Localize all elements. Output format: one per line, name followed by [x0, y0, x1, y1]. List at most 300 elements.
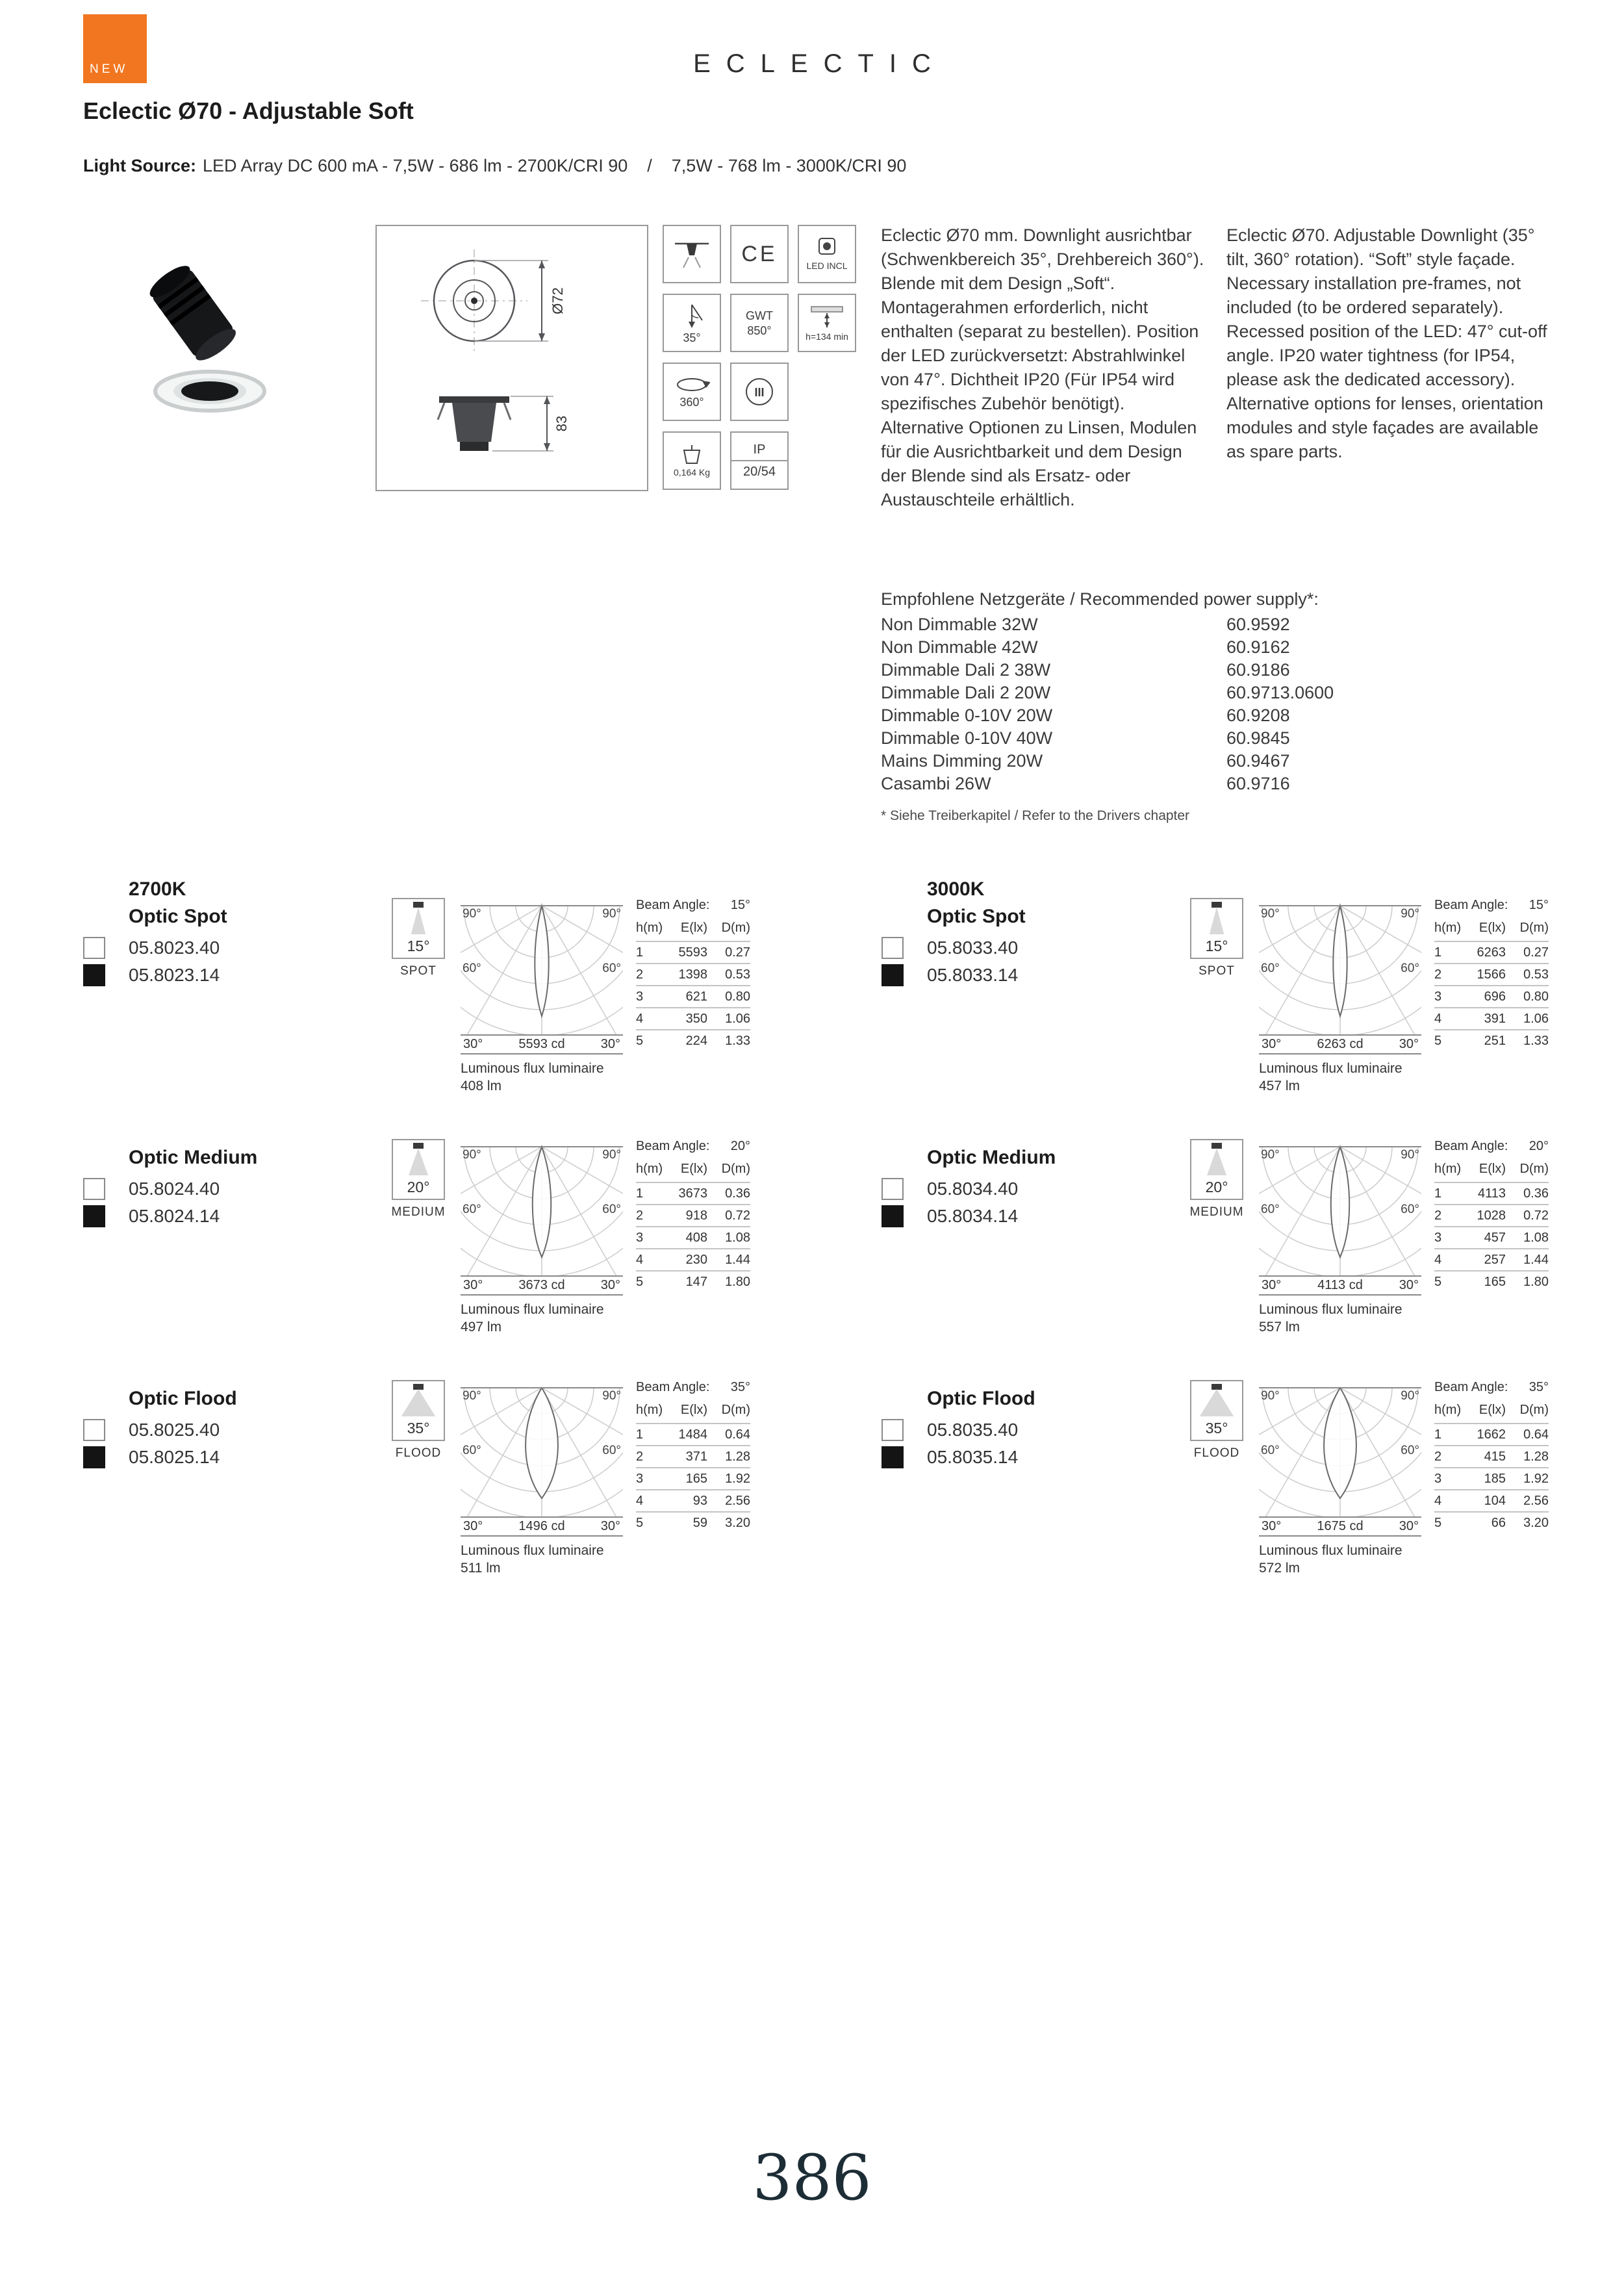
beam-table [1434, 1139, 1549, 1292]
optic-name: Optic Medium [927, 1147, 1056, 1168]
product-code: 05.8033.14 [927, 965, 1019, 985]
product-card [0, 878, 798, 1119]
icon-box-tilt [663, 294, 721, 352]
rotation-icon [674, 376, 710, 394]
photometric-diagram [1259, 1142, 1421, 1336]
icon-box-gwt [730, 294, 789, 352]
cell-e: 371 [659, 1445, 707, 1467]
mounting-depth-icon [809, 304, 845, 330]
cell-d: 0.72 [707, 1204, 750, 1226]
insulation-class-icon [744, 376, 775, 407]
optic-beam-icon [1194, 1383, 1239, 1419]
illuminance-table [1434, 919, 1549, 1051]
cell-h: 1 [636, 941, 659, 963]
polar-curve [461, 901, 623, 1034]
finish-swatch-white [83, 937, 105, 959]
cell-d: 0.64 [1506, 1423, 1549, 1445]
col-header-d: D(m) [1519, 921, 1549, 935]
angle-60-right: 60° [1401, 1203, 1419, 1216]
cell-e: 257 [1458, 1248, 1506, 1270]
cell-d: 0.27 [1506, 941, 1549, 963]
power-supply-row [881, 773, 1569, 795]
power-supply-code: 60.9467 [1226, 751, 1290, 771]
product-code: 05.8035.40 [927, 1420, 1019, 1440]
ip-value: 20/54 [742, 464, 776, 479]
angle-60-right: 60° [602, 1444, 621, 1457]
optic-type-label: MEDIUM [1189, 1205, 1244, 1219]
power-supply-name: Casambi 26W [881, 774, 991, 793]
cell-d: 0.53 [707, 963, 750, 985]
photometric-diagram [1259, 901, 1421, 1095]
polar-base-row [1259, 1516, 1421, 1537]
cell-h: 3 [636, 1467, 659, 1489]
peak-intensity: 1496 cd [518, 1519, 565, 1533]
cell-d: 1.80 [1506, 1270, 1549, 1292]
product-codes [882, 1178, 1018, 1233]
col-header-h: h(m) [636, 1403, 663, 1417]
angle-90-right: 90° [602, 907, 621, 921]
illuminance-table [1434, 1401, 1549, 1533]
mounting-depth-label: h=134 min [806, 331, 848, 342]
polar-curve [461, 1142, 623, 1275]
luminous-flux-label: Luminous flux luminaire [461, 1302, 604, 1317]
page-number: 386 [752, 2141, 872, 2214]
optic-type-label: MEDIUM [391, 1205, 446, 1219]
power-supply-footnote: * Siehe Treiberkapitel / Refer to the Drivers chapter [881, 808, 1190, 823]
beam-angle-label: Beam Angle: [1434, 1380, 1508, 1394]
description-german: Eclectic Ø70 mm. Downlight ausrichtbar (Schwenkbereich 35°, Drehbereich 360°). Blende mit dem Design „Soft“. Montagerahmen erforderlich, nicht enthalten (separat zu bestellen). Position der LED zurückversetzt: Abstrahlwinkel von 47°. Dichtheit IP20 (Für IP54 wird spezifisches Zubehör benötigt). Alternative Optionen zu Linsen, Modulen für die Ausrichtbarkeit und dem Design der Blende sind als Ersatz- oder Austauschteile erhältlich. [881, 225, 1204, 509]
power-supply-code: 60.9716 [1226, 774, 1290, 793]
cell-h: 1 [636, 1182, 659, 1204]
angle-60-right: 60° [1401, 1444, 1419, 1457]
angle-30-right: 30° [1399, 1037, 1419, 1051]
cell-h: 4 [636, 1007, 659, 1029]
col-header-h: h(m) [636, 921, 663, 935]
cell-h: 4 [636, 1489, 659, 1511]
cell-h: 4 [1434, 1489, 1458, 1511]
cell-e: 147 [659, 1270, 707, 1292]
angle-30-left: 30° [463, 1278, 483, 1292]
optic-beam-icon [396, 901, 441, 937]
cell-d: 0.80 [1506, 985, 1549, 1007]
cell-h: 2 [636, 963, 659, 985]
dimension-height: 83 [553, 415, 570, 432]
gwt-label: GWT [746, 309, 773, 322]
finish-swatch-black [882, 1446, 904, 1468]
polar-base-row [461, 1034, 623, 1054]
icon-box-weight [663, 431, 721, 490]
beam-angle-row [1434, 1139, 1549, 1154]
cell-e: 5593 [659, 941, 707, 963]
cell-e: 1484 [659, 1423, 707, 1445]
cell-h: 3 [1434, 985, 1458, 1007]
cell-d: 3.20 [707, 1511, 750, 1533]
code-row [882, 937, 1018, 959]
cell-d: 3.20 [1506, 1511, 1549, 1533]
product-code: 05.8034.14 [927, 1206, 1019, 1226]
optic-beam-icon [1194, 901, 1239, 937]
power-supply-code: 60.9713.0600 [1226, 683, 1334, 702]
optic-icon-box [392, 898, 445, 959]
optic-degree: 15° [1205, 938, 1228, 954]
product-card [0, 1119, 798, 1361]
finish-swatch-white [882, 1419, 904, 1441]
optic-degree: 20° [407, 1179, 430, 1195]
power-supply-name: Dimmable Dali 2 38W [881, 660, 1051, 680]
recessed-mounting-icon [672, 237, 711, 271]
gwt-value: 850° [747, 324, 772, 337]
beam-table [636, 1380, 750, 1533]
power-supply-list [881, 613, 1569, 795]
cell-h: 2 [1434, 963, 1458, 985]
description-english: Eclectic Ø70. Adjustable Downlight (35° tilt, 360° rotation). “Soft” style façade. Necessary installation pre-frames, not included (to be ordered separately). Recessed position of the LED: 47° cut-off angle. IP20 water tightness (for IP54, please ask the dedicated accessory). Alternative options for lenses, orientation modules and style façades are available as spare parts. [1226, 225, 1547, 461]
polar-curve [1259, 1142, 1421, 1275]
power-supply-name: Dimmable 0-10V 20W [881, 706, 1053, 725]
power-supply-code: 60.9208 [1226, 706, 1290, 725]
light-source-label: Light Source: [83, 156, 196, 175]
ip-label: IP [731, 442, 787, 461]
angle-90-left: 90° [1261, 1148, 1280, 1162]
beam-angle-row [1434, 898, 1549, 913]
cell-d: 0.64 [707, 1423, 750, 1445]
product-codes [83, 1178, 220, 1233]
cell-d: 1.92 [1506, 1467, 1549, 1489]
luminous-flux-label: Luminous flux luminaire [1259, 1061, 1402, 1076]
cell-e: 104 [1458, 1489, 1506, 1511]
optic-type-label: FLOOD [1193, 1446, 1240, 1460]
col-header-h: h(m) [1434, 921, 1462, 935]
angle-30-left: 30° [1262, 1519, 1282, 1533]
optic-degree: 35° [407, 1420, 430, 1437]
cell-h: 1 [1434, 1423, 1458, 1445]
cell-e: 165 [659, 1467, 707, 1489]
peak-intensity: 3673 cd [518, 1278, 565, 1292]
angle-30-right: 30° [1399, 1519, 1419, 1533]
col-header-h: h(m) [636, 1162, 663, 1176]
beam-table [636, 898, 750, 1051]
angle-60-right: 60° [1401, 962, 1419, 975]
cell-e: 3673 [659, 1182, 707, 1204]
product-codes [882, 1419, 1018, 1474]
product-code: 05.8033.40 [927, 938, 1019, 958]
tilt-icon [674, 302, 710, 329]
finish-swatch-black [83, 1446, 105, 1468]
peak-intensity: 6263 cd [1317, 1037, 1364, 1051]
product-code: 05.8025.40 [129, 1420, 220, 1440]
product-card [798, 878, 1597, 1119]
beam-angle-row [1434, 1380, 1549, 1395]
col-header-e: E(lx) [680, 1162, 707, 1176]
code-row [83, 1178, 220, 1200]
code-row [83, 1446, 220, 1468]
product-code: 05.8024.14 [129, 1206, 220, 1226]
optic-type-label: SPOT [400, 964, 437, 978]
angle-90-left: 90° [1261, 1389, 1280, 1403]
luminous-flux [1259, 1542, 1421, 1577]
luminous-flux-value: 557 lm [1259, 1320, 1300, 1335]
luminous-flux-label: Luminous flux luminaire [1259, 1302, 1402, 1317]
cell-h: 5 [1434, 1511, 1458, 1533]
cell-h: 3 [1434, 1226, 1458, 1248]
angle-60-right: 60° [602, 1203, 621, 1216]
optic-name: Optic Spot [129, 906, 227, 927]
illuminance-table [636, 1401, 750, 1533]
cell-e: 1398 [659, 963, 707, 985]
polar-base-row [1259, 1034, 1421, 1054]
power-supply-name: Mains Dimming 20W [881, 751, 1043, 771]
luminous-flux [1259, 1060, 1421, 1095]
col-header-d: D(m) [1519, 1162, 1549, 1176]
icon-box-led-incl [798, 225, 856, 283]
angle-30-right: 30° [600, 1278, 620, 1292]
peak-intensity: 4113 cd [1317, 1278, 1363, 1292]
weight-icon [676, 444, 708, 466]
cell-h: 3 [636, 985, 659, 1007]
optic-beam-icon [1194, 1142, 1239, 1178]
cell-h: 5 [1434, 1270, 1458, 1292]
beam-angle-label: Beam Angle: [636, 1139, 710, 1153]
optic-name: Optic Flood [129, 1388, 237, 1409]
luminous-flux-value: 497 lm [461, 1320, 502, 1335]
luminous-flux-value: 572 lm [1259, 1561, 1300, 1576]
code-row [882, 964, 1018, 986]
col-header-h: h(m) [1434, 1162, 1462, 1176]
polar-curve [1259, 901, 1421, 1034]
beam-angle-label: Beam Angle: [636, 1380, 710, 1394]
cell-h: 1 [636, 1423, 659, 1445]
product-code: 05.8024.40 [129, 1179, 220, 1199]
icon-box-ip [730, 431, 789, 490]
power-supply-row [881, 636, 1569, 659]
cell-d: 0.27 [707, 941, 750, 963]
optic-name: Optic Spot [927, 906, 1026, 927]
cell-e: 350 [659, 1007, 707, 1029]
power-supply-name: Dimmable Dali 2 20W [881, 683, 1051, 702]
cell-h: 4 [1434, 1007, 1458, 1029]
polar-base-row [461, 1516, 623, 1537]
angle-90-left: 90° [1261, 907, 1280, 921]
angle-90-left: 90° [463, 907, 481, 921]
angle-60-left: 60° [1261, 1444, 1280, 1457]
angle-30-left: 30° [463, 1519, 483, 1533]
cell-d: 1.28 [1506, 1445, 1549, 1467]
product-card [0, 1361, 798, 1602]
code-row [83, 1419, 220, 1441]
cell-e: 1028 [1458, 1204, 1506, 1226]
power-supply-row [881, 682, 1569, 704]
cell-h: 5 [636, 1511, 659, 1533]
angle-60-left: 60° [1261, 962, 1280, 975]
code-row [83, 1205, 220, 1227]
luminous-flux-label: Luminous flux luminaire [461, 1061, 604, 1076]
cell-h: 5 [1434, 1029, 1458, 1051]
light-source-value: LED Array DC 600 mA - 7,5W - 686 lm - 2700K/CRI 90 / 7,5W - 768 lm - 3000K/CRI 90 [203, 156, 907, 175]
products-grid [0, 878, 1597, 1602]
beam-table [1434, 1380, 1549, 1533]
cell-h: 3 [636, 1226, 659, 1248]
power-supply-code: 60.9845 [1226, 728, 1290, 748]
cell-h: 2 [1434, 1445, 1458, 1467]
icon-box-recessed [663, 225, 721, 283]
product-card [798, 1119, 1597, 1361]
beam-angle-label: Beam Angle: [1434, 898, 1508, 912]
cell-d: 2.56 [1506, 1489, 1549, 1511]
polar-base-row [1259, 1275, 1421, 1296]
cell-d: 1.92 [707, 1467, 750, 1489]
luminous-flux [461, 1060, 623, 1095]
angle-90-right: 90° [1401, 907, 1419, 921]
power-supply-heading: Empfohlene Netzgeräte / Recommended power supply*: [881, 589, 1319, 609]
cell-e: 224 [659, 1029, 707, 1051]
cell-d: 0.36 [1506, 1182, 1549, 1204]
polar-curve [1259, 1383, 1421, 1516]
cell-d: 1.08 [707, 1226, 750, 1248]
optic-icon-box [1190, 898, 1243, 959]
cell-h: 1 [1434, 1182, 1458, 1204]
polar-base-row [461, 1275, 623, 1296]
angle-30-right: 30° [1399, 1278, 1419, 1292]
cell-d: 1.06 [1506, 1007, 1549, 1029]
optic-icon-box [1190, 1139, 1243, 1200]
product-code: 05.8023.14 [129, 965, 220, 985]
beam-angle-value: 20° [730, 1139, 750, 1153]
angle-90-right: 90° [602, 1389, 621, 1403]
cell-e: 66 [1458, 1511, 1506, 1533]
cell-e: 391 [1458, 1007, 1506, 1029]
peak-intensity: 1675 cd [1317, 1519, 1364, 1533]
power-supply-row [881, 659, 1569, 682]
weight-label: 0,164 Kg [673, 467, 711, 478]
power-supply-section [881, 588, 1569, 827]
finish-swatch-black [882, 964, 904, 986]
finish-swatch-black [882, 1205, 904, 1227]
optic-name: Optic Medium [129, 1147, 258, 1168]
cell-d: 1.44 [707, 1248, 750, 1270]
luminous-flux [1259, 1301, 1421, 1336]
beam-angle-row [636, 1380, 750, 1395]
cell-e: 1662 [1458, 1423, 1506, 1445]
polar-curve [461, 1383, 623, 1516]
cell-h: 4 [1434, 1248, 1458, 1270]
product-card [798, 1361, 1597, 1602]
code-row [882, 1205, 1018, 1227]
icon-box-rotation [663, 363, 721, 421]
cell-d: 2.56 [707, 1489, 750, 1511]
dimension-diameter: Ø72 [550, 287, 566, 314]
cell-d: 1.33 [707, 1029, 750, 1051]
angle-30-left: 30° [1262, 1278, 1282, 1292]
product-code: 05.8025.14 [129, 1447, 220, 1467]
cell-h: 4 [636, 1248, 659, 1270]
col-header-e: E(lx) [1478, 1403, 1506, 1417]
cell-d: 1.80 [707, 1270, 750, 1292]
cell-d: 1.08 [1506, 1226, 1549, 1248]
cell-e: 457 [1458, 1226, 1506, 1248]
finish-swatch-white [882, 1178, 904, 1200]
cell-e: 408 [659, 1226, 707, 1248]
page-title: Eclectic Ø70 - Adjustable Soft [83, 97, 414, 124]
optic-icon-box [392, 1380, 445, 1441]
angle-90-left: 90° [463, 1389, 481, 1403]
beam-angle-value: 15° [1529, 898, 1549, 912]
col-header-e: E(lx) [1478, 921, 1506, 935]
code-row [882, 1178, 1018, 1200]
cell-d: 1.33 [1506, 1029, 1549, 1051]
product-photo [122, 259, 298, 428]
beam-angle-value: 35° [730, 1380, 750, 1394]
luminous-flux-value: 511 lm [461, 1561, 501, 1576]
cell-e: 415 [1458, 1445, 1506, 1467]
cell-d: 1.28 [707, 1445, 750, 1467]
cell-e: 185 [1458, 1467, 1506, 1489]
optic-icon-box [392, 1139, 445, 1200]
cell-h: 5 [636, 1270, 659, 1292]
angle-60-right: 60° [602, 962, 621, 975]
code-row [882, 1419, 1018, 1441]
cell-h: 3 [1434, 1467, 1458, 1489]
cell-e: 696 [1458, 985, 1506, 1007]
color-temperature-heading: 2700K [129, 878, 186, 900]
code-row [83, 964, 220, 986]
new-badge-label: NEW [90, 62, 129, 76]
dimension-drawing-svg [377, 226, 647, 490]
photometric-diagram [461, 1383, 623, 1577]
luminous-flux [461, 1301, 623, 1336]
luminous-flux [461, 1542, 623, 1577]
optic-beam-icon [396, 1383, 441, 1419]
cell-h: 1 [1434, 941, 1458, 963]
power-supply-name: Non Dimmable 32W [881, 615, 1038, 634]
icon-box-ce [730, 225, 789, 283]
angle-30-right: 30° [600, 1519, 620, 1533]
finish-swatch-white [83, 1419, 105, 1441]
cell-e: 230 [659, 1248, 707, 1270]
luminous-flux-value: 457 lm [1259, 1079, 1300, 1093]
collection-title: ECLECTIC [693, 49, 946, 78]
icon-box-insulation-class [730, 363, 789, 421]
light-source-line [83, 156, 906, 176]
illuminance-table [636, 919, 750, 1051]
finish-swatch-white [83, 1178, 105, 1200]
angle-90-right: 90° [1401, 1148, 1419, 1162]
product-codes [83, 937, 220, 991]
cell-e: 621 [659, 985, 707, 1007]
angle-60-left: 60° [1261, 1203, 1280, 1216]
cell-e: 93 [659, 1489, 707, 1511]
angle-60-left: 60° [463, 1203, 481, 1216]
col-header-d: D(m) [721, 1162, 750, 1176]
luminous-flux-value: 408 lm [461, 1079, 502, 1093]
cell-e: 918 [659, 1204, 707, 1226]
product-codes [882, 937, 1018, 991]
optic-type-label: FLOOD [395, 1446, 442, 1460]
beam-angle-value: 35° [1529, 1380, 1549, 1394]
cell-e: 4113 [1458, 1182, 1506, 1204]
beam-angle-label: Beam Angle: [636, 898, 710, 912]
product-code: 05.8034.40 [927, 1179, 1019, 1199]
finish-swatch-white [882, 937, 904, 959]
dimension-drawing [375, 225, 648, 491]
cell-e: 1566 [1458, 963, 1506, 985]
luminous-flux-label: Luminous flux luminaire [1259, 1543, 1402, 1558]
beam-angle-value: 20° [1529, 1139, 1549, 1153]
col-header-e: E(lx) [1478, 1162, 1506, 1176]
optic-degree: 15° [407, 938, 430, 954]
power-supply-name: Non Dimmable 42W [881, 637, 1038, 657]
power-supply-code: 60.9162 [1226, 637, 1290, 657]
led-chip-icon [814, 237, 840, 259]
cell-d: 0.36 [707, 1182, 750, 1204]
